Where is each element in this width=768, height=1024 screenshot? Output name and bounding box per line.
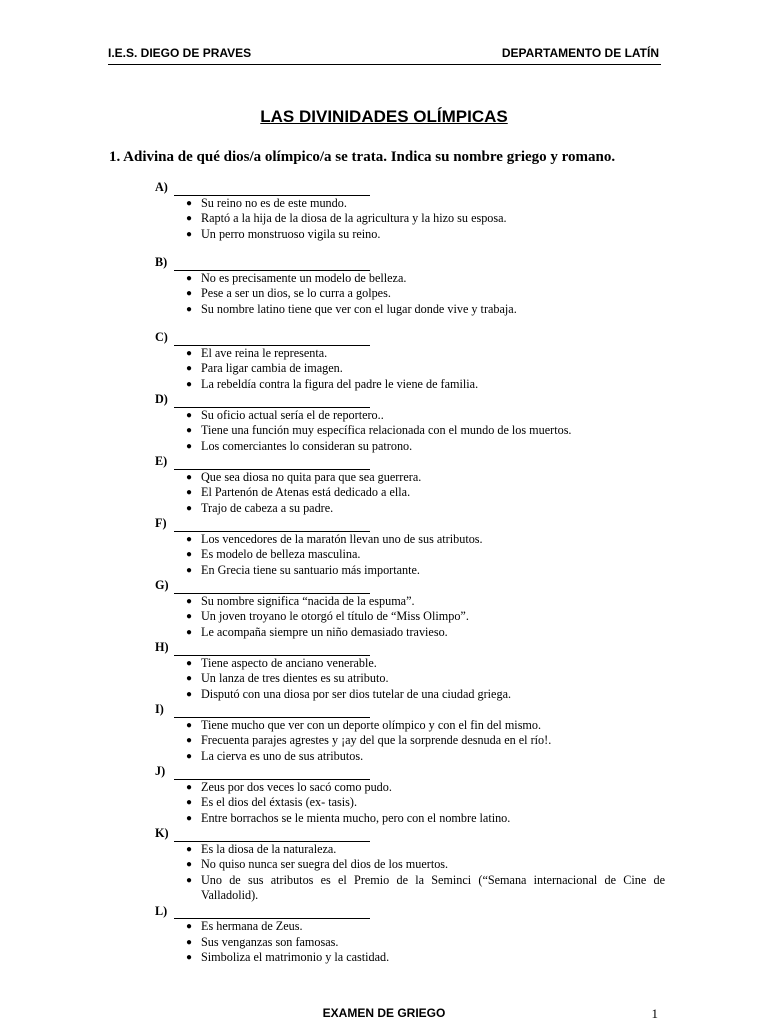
- page-title: [0, 107, 768, 127]
- bullet-icon: ●: [186, 750, 193, 762]
- answer-blank[interactable]: [174, 334, 370, 346]
- clue-list-item: [155, 842, 665, 858]
- clue-list-item: [155, 470, 665, 486]
- clue-list-item: [155, 671, 665, 687]
- clue-text: En Grecia tiene su santuario más importante.: [201, 562, 420, 577]
- clue-text: Su nombre latino tiene que ver con el lugar donde vive y trabaja.: [201, 301, 517, 316]
- item-letter: F): [155, 516, 167, 530]
- item-header: [155, 255, 665, 271]
- bullet-icon: ●: [186, 378, 193, 390]
- item-letter: L): [155, 903, 168, 918]
- clue-text: Para ligar cambia de imagen.: [201, 361, 343, 375]
- bullet-icon: ●: [186, 197, 193, 209]
- clue-list-item: [155, 687, 665, 703]
- page-footer: [0, 1006, 768, 1022]
- clue-list-item: [155, 749, 665, 765]
- clue-text: Disputó con una diosa por ser dios tutelar de una ciudad griega.: [201, 686, 512, 701]
- bullet-icon: ●: [186, 611, 193, 622]
- clue-list-item: [155, 950, 665, 966]
- clue-list-item: [155, 857, 665, 873]
- bullet-icon: ●: [186, 719, 193, 731]
- clue-list-item: [155, 485, 665, 501]
- item-header: [155, 392, 665, 408]
- clue-list-item: [155, 718, 665, 734]
- clue-text: La cierva es uno de sus atributos.: [201, 748, 364, 763]
- answer-blank[interactable]: [174, 184, 370, 196]
- clue-list-item: [155, 609, 665, 625]
- item-header: [155, 330, 665, 346]
- item-letter: D): [155, 392, 168, 406]
- footer-label: EXAMEN DE GRIEGO: [322, 1006, 446, 1020]
- clue-text: Pese a ser un dios, se lo curra a golpes.: [201, 286, 391, 300]
- clue-text: Zeus por dos veces lo sacó como pudo.: [201, 779, 392, 794]
- item-header: [155, 454, 665, 470]
- clue-list-item: [155, 547, 665, 563]
- answer-blank[interactable]: [174, 259, 370, 271]
- clue-list-item: [155, 377, 665, 393]
- item-header: [155, 826, 665, 842]
- page-number: 1: [651, 1006, 658, 1021]
- clue-list-item: [155, 873, 665, 904]
- clue-text: Trajo de cabeza a su padre.: [201, 500, 334, 515]
- clue-text: Frecuenta parajes agrestes y ¡ay del que la sorprende desnuda en el río!.: [201, 733, 552, 747]
- bullet-icon: ●: [186, 812, 193, 824]
- clue-list-item: [155, 211, 665, 227]
- bullet-icon: ●: [186, 735, 193, 746]
- bullet-icon: ●: [186, 347, 193, 359]
- clue-text: Es modelo de belleza masculina.: [201, 547, 361, 561]
- clue-list-item: [155, 935, 665, 951]
- clue-text: Es hermana de Zeus.: [201, 919, 303, 933]
- bullet-icon: ●: [186, 502, 193, 514]
- clue-text: Un lanza de tres dientes es su atributo.: [201, 671, 389, 685]
- bullet-icon: ●: [186, 549, 193, 560]
- item-header: [155, 578, 665, 594]
- bullet-icon: ●: [186, 533, 193, 545]
- exercise-item: [155, 454, 665, 516]
- clue-list-item: [155, 439, 665, 455]
- item-header: [155, 702, 665, 718]
- exercise-instruction: 1. Adivina de qué dios/a olímpico/a se trata. Indica su nombre griego y romano.: [109, 149, 616, 165]
- bullet-icon: ●: [186, 425, 193, 436]
- clue-list-item: [155, 346, 665, 362]
- bullet-icon: ●: [186, 363, 193, 374]
- bullet-icon: ●: [186, 874, 193, 886]
- clue-list-item: [155, 361, 665, 377]
- item-letter: H): [155, 640, 169, 654]
- title-text: LAS DIVINIDADES OLÍMPICAS: [260, 107, 508, 126]
- answer-blank[interactable]: [174, 396, 370, 408]
- clue-list-item: [155, 196, 665, 212]
- bullet-icon: ●: [186, 921, 193, 932]
- answer-blank[interactable]: [174, 582, 370, 594]
- bullet-icon: ●: [186, 440, 193, 452]
- bullet-icon: ●: [186, 272, 193, 284]
- bullet-icon: ●: [186, 657, 193, 669]
- item-letter: K): [155, 826, 169, 840]
- clue-text: Su nombre significa “nacida de la espuma”.: [201, 593, 415, 608]
- item-letter: A): [155, 180, 168, 194]
- clue-text: Uno de sus atributos es el Premio de la Seminci (“Semana internacional de Cine de Valladolid).: [201, 872, 665, 902]
- clue-text: Tiene aspecto de anciano venerable.: [201, 655, 377, 670]
- exercise-item: [155, 640, 665, 702]
- clue-text: Tiene mucho que ver con un deporte olímpico y con el fin del mismo.: [201, 717, 542, 732]
- bullet-icon: ●: [186, 471, 193, 483]
- answer-blank[interactable]: [174, 706, 370, 718]
- clue-text: Le acompaña siempre un niño demasiado travieso.: [201, 624, 448, 639]
- bullet-icon: ●: [186, 936, 193, 948]
- clue-text: Entre borrachos se le mienta mucho, pero con el nombre latino.: [201, 810, 511, 825]
- bullet-icon: ●: [186, 213, 193, 224]
- bullet-icon: ●: [186, 487, 193, 498]
- bullet-icon: ●: [186, 673, 193, 684]
- clue-list-item: [155, 919, 665, 935]
- clue-list-item: [155, 408, 665, 424]
- item-header: [155, 904, 665, 920]
- clue-text: Raptó a la hija de la diosa de la agricultura y la hizo su esposa.: [201, 211, 507, 225]
- exercise-item: [155, 180, 665, 242]
- bullet-icon: ●: [186, 781, 193, 793]
- clue-text: Un perro monstruoso vigila su reino.: [201, 226, 381, 241]
- clue-list-item: [155, 423, 665, 439]
- clue-list-item: [155, 286, 665, 302]
- exercise-items: [155, 180, 665, 966]
- answer-blank[interactable]: [174, 520, 370, 532]
- clue-list-item: [155, 625, 665, 641]
- item-letter: C): [155, 330, 168, 344]
- clue-text: Su oficio actual sería el de reportero..: [201, 407, 384, 422]
- page-header: [108, 46, 661, 65]
- clue-text: Su reino no es de este mundo.: [201, 195, 347, 210]
- answer-blank[interactable]: [174, 907, 370, 919]
- exercise-item: [155, 516, 665, 578]
- clue-list-item: [155, 532, 665, 548]
- clue-list-item: [155, 271, 665, 287]
- item-header: [155, 180, 665, 196]
- exercise-item: [155, 330, 665, 392]
- answer-blank[interactable]: [174, 458, 370, 470]
- clue-list-item: [155, 594, 665, 610]
- bullet-icon: ●: [186, 688, 193, 700]
- clue-text: Que sea diosa no quita para que sea guerrera.: [201, 469, 422, 484]
- item-header: [155, 516, 665, 532]
- bullet-icon: ●: [186, 843, 193, 855]
- clue-list-item: [155, 563, 665, 579]
- exercise-item: [155, 255, 665, 317]
- bullet-icon: ●: [186, 564, 193, 576]
- clue-text: No es precisamente un modelo de belleza.: [201, 270, 407, 285]
- clue-text: Sus venganzas son famosas.: [201, 934, 339, 949]
- bullet-icon: ●: [186, 626, 193, 638]
- exercise-item: [155, 764, 665, 826]
- clue-text: Tiene una función muy específica relacionada con el mundo de los muertos.: [201, 423, 572, 437]
- clue-list-item: [155, 811, 665, 827]
- bullet-icon: ●: [186, 952, 193, 963]
- item-letter: J): [155, 764, 166, 778]
- answer-blank[interactable]: [174, 644, 370, 656]
- clue-list-item: [155, 227, 665, 243]
- clue-text: El ave reina le representa.: [201, 345, 328, 360]
- bullet-icon: ●: [186, 303, 193, 315]
- bullet-icon: ●: [186, 797, 193, 808]
- clue-text: La rebeldía contra la figura del padre le viene de familia.: [201, 376, 479, 391]
- bullet-icon: ●: [186, 409, 193, 421]
- exercise-item: [155, 702, 665, 764]
- school-name: I.E.S. DIEGO DE PRAVES: [108, 46, 252, 60]
- clue-text: Un joven troyano le otorgó el título de “Miss Olimpo”.: [201, 609, 469, 623]
- bullet-icon: ●: [186, 595, 193, 607]
- exercise-item: [155, 392, 665, 454]
- clue-list-item: [155, 501, 665, 517]
- clue-list-item: [155, 780, 665, 796]
- clue-text: No quiso nunca ser suegra del dios de los muertos.: [201, 857, 449, 871]
- clue-text: El Partenón de Atenas está dedicado a ella.: [201, 485, 411, 499]
- clue-text: Es la diosa de la naturaleza.: [201, 841, 337, 856]
- clue-text: Simboliza el matrimonio y la castidad.: [201, 950, 390, 964]
- exercise-item: [155, 904, 665, 966]
- item-header: [155, 640, 665, 656]
- clue-list-item: [155, 733, 665, 749]
- clue-list-item: [155, 656, 665, 672]
- exercise-item: [155, 578, 665, 640]
- clue-text: Los vencedores de la maratón llevan uno de sus atributos.: [201, 531, 483, 546]
- item-letter: G): [155, 578, 169, 592]
- clue-text: Es el dios del éxtasis (ex- tasis).: [201, 795, 358, 809]
- answer-blank[interactable]: [174, 768, 370, 780]
- clue-list-item: [155, 302, 665, 318]
- item-letter: B): [155, 255, 168, 269]
- item-letter: E): [155, 454, 168, 468]
- bullet-icon: ●: [186, 859, 193, 870]
- clue-list-item: [155, 795, 665, 811]
- item-letter: I): [155, 702, 164, 716]
- bullet-icon: ●: [186, 288, 193, 299]
- exercise-item: [155, 826, 665, 904]
- bullet-icon: ●: [186, 228, 193, 240]
- item-header: [155, 764, 665, 780]
- answer-blank[interactable]: [174, 830, 370, 842]
- department-name: DEPARTAMENTO DE LATÍN: [501, 46, 659, 60]
- clue-text: Los comerciantes lo consideran su patrono.: [201, 438, 413, 453]
